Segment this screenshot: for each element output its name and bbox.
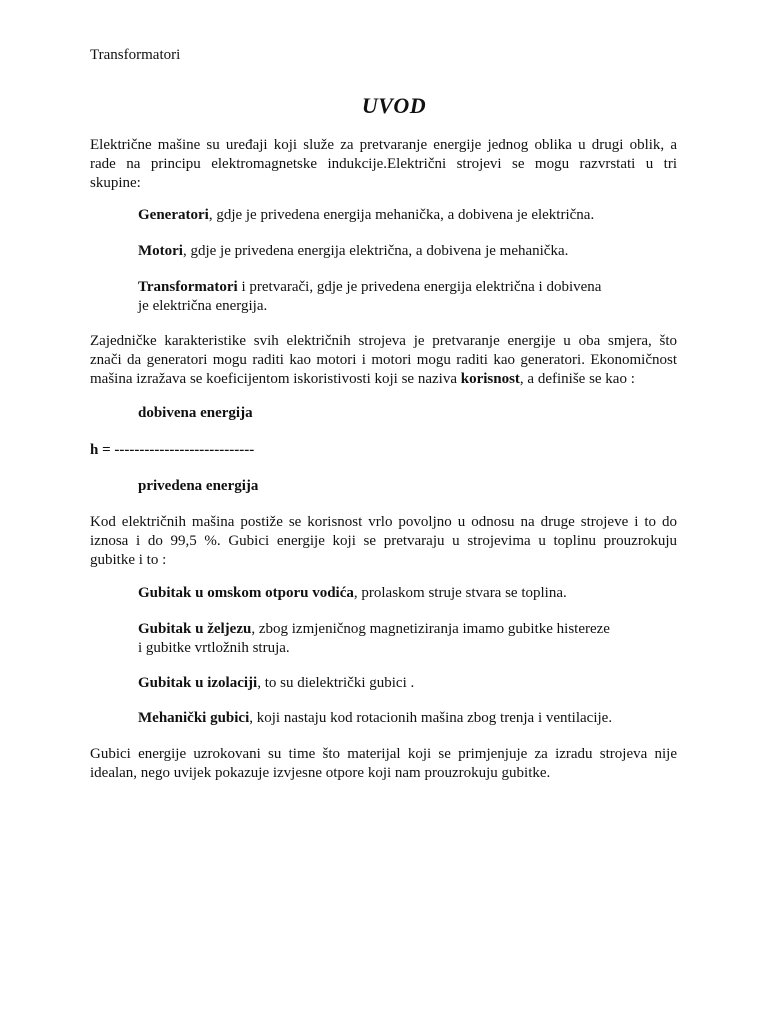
term-motors: Motori	[138, 243, 183, 259]
loss-iron: Gubitak u željezu, zbog izmjeničnog magnetiziranja imamo gubitke histereze i gubitke vrtložnih struja.	[138, 621, 610, 656]
conclusion-line-2: idealan, nego uvijek pokazuje izvjesne otpore koji nam prouzrokuju gubitke.	[90, 765, 551, 781]
definition-motors: , gdje je privedena energija električna, a dobivena je mehanička.	[182, 243, 569, 259]
losses-intro-line-1: Kod električnih mašina postiže se korisnost vrlo povoljno u odnosu na druge strojeve i to do	[90, 514, 677, 530]
term-generators: Generatori	[138, 207, 209, 223]
formula-denominator: privedena energija	[138, 478, 259, 494]
term-loss-insulation: Gubitak u izolaciji	[138, 675, 258, 691]
losses-intro-paragraph	[90, 513, 677, 570]
conclusion-line-1: Gubici energije uzrokovani su time što materijal koji se primjenjuje za izradu strojeva nije	[90, 746, 677, 762]
page-title: UVOD	[361, 93, 427, 118]
formula-fraction-line: h = ----------------------------	[90, 442, 255, 458]
definition-generators: , gdje je privedena energija mehanička, a dobivena je električna.	[208, 207, 595, 223]
common-line-2: znači da generatori mogu raditi kao motori i motori mogu raditi kao generatori. Ekonomičnost	[90, 352, 677, 368]
term-transformers: Transformatori	[138, 279, 238, 295]
definition-transformers-line-2: je električna energija.	[138, 298, 268, 314]
intro-line-1: Električne mašine su uređaji koji služe za pretvaranje energije jednog oblika u drugi oblik, a	[90, 137, 677, 153]
definition-transformers-line-1: i pretvarači, gdje je privedena energija električna i dobivena	[237, 279, 602, 295]
loss-insulation: Gubitak u izolaciji, to su dielektrički gubici .	[138, 675, 415, 691]
losses-intro-line-2: iznosa i do 99,5 %. Gubici energije koji se pretvaraju u strojevima u toplinu prouzrokuju	[90, 533, 677, 549]
losses-intro-line-3: gubitke i to :	[90, 552, 167, 568]
common-paragraph	[90, 332, 677, 389]
formula-numerator: dobivena energija	[138, 405, 253, 421]
machine-type-motors	[138, 242, 658, 261]
term-loss-ohmic: Gubitak u omskom otporu vodića	[138, 585, 354, 601]
common-line-1: Zajedničke karakteristike svih električnih strojeva je pretvaranje energije u oba smjera, što	[90, 333, 677, 349]
intro-line-3: skupine:	[90, 175, 141, 191]
intro-paragraph	[90, 136, 677, 193]
conclusion-paragraph	[90, 745, 677, 783]
loss-mechanical: Mehanički gubici, koji nastaju kod rotacionih mašina zbog trenja i ventilacije.	[138, 710, 613, 726]
term-korisnost: korisnost	[460, 371, 520, 387]
common-line-3: mašina izražava se koeficijentom iskoristivosti koji se naziva korisnost, a definiše se kao :	[90, 371, 635, 387]
term-loss-iron: Gubitak u željezu	[138, 621, 252, 637]
machine-type-generators	[138, 206, 658, 225]
term-loss-mechanical: Mehanički gubici	[138, 710, 250, 726]
loss-ohmic: Gubitak u omskom otporu vodića, prolaskom struje stvara se toplina.	[138, 585, 567, 601]
running-header: Transformatori	[90, 47, 181, 63]
machine-type-transformers	[138, 278, 658, 316]
intro-line-2: rade na principu elektromagnetske indukcije.Električni strojevi se mogu razvrstati u tri	[90, 156, 677, 172]
